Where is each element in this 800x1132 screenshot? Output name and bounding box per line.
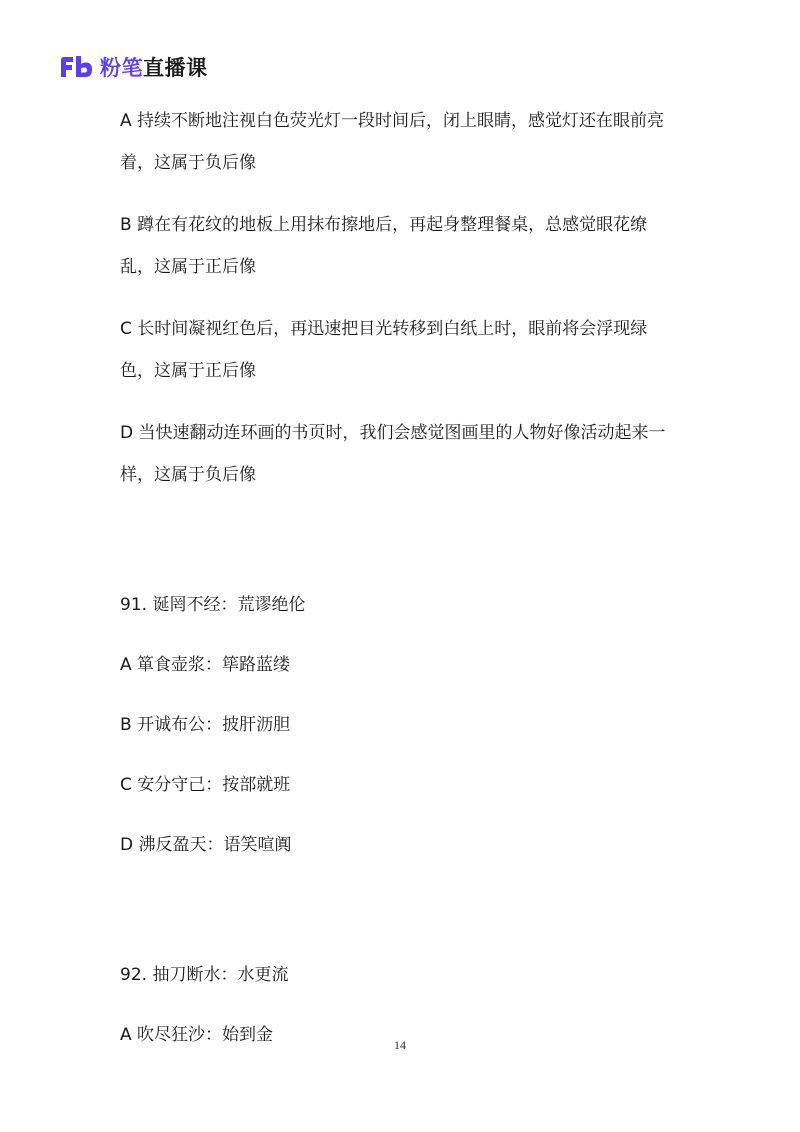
fb-logo-icon <box>58 53 94 81</box>
brand-rest: 直播课 <box>143 56 208 80</box>
brand-name <box>100 52 208 82</box>
q91-option-d: D 沸反盈天：语笑喧阗 <box>120 835 292 855</box>
page-header <box>58 52 208 82</box>
prev-option-b: B 蹲在有花纹的地板上用抹布擦地后，再起身整理餐桌，总感觉眼花缭乱，这属于正后像 <box>120 215 648 277</box>
prev-option-a: A 持续不断地注视白色荧光灯一段时间后，闭上眼睛，感觉灯还在眼前亮着，这属于负后像 <box>120 111 665 173</box>
page-content <box>120 100 680 1056</box>
q91-option-b: B 开诚布公：披肝沥胆 <box>120 715 291 735</box>
brand-accent: 粉笔 <box>100 56 143 80</box>
question-91-title: 91. 诞罔不经：荒谬绝伦 <box>120 595 306 615</box>
prev-option-d: D 当快速翻动连环画的书页时，我们会感觉图画里的人物好像活动起来一样，这属于负后像 <box>120 423 666 485</box>
q91-option-c: C 安分守己：按部就班 <box>120 775 291 795</box>
prev-option-c: C 长时间凝视红色后，再迅速把目光转移到白纸上时，眼前将会浮现绿色，这属于正后像 <box>120 319 648 381</box>
question-92-title: 92. 抽刀断水：水更流 <box>120 965 289 985</box>
q92-option-a: A 吹尽狂沙：始到金 <box>120 1025 274 1045</box>
q91-option-a: A 箪食壶浆：筚路蓝缕 <box>120 655 291 675</box>
page-number: 14 <box>394 1038 406 1052</box>
